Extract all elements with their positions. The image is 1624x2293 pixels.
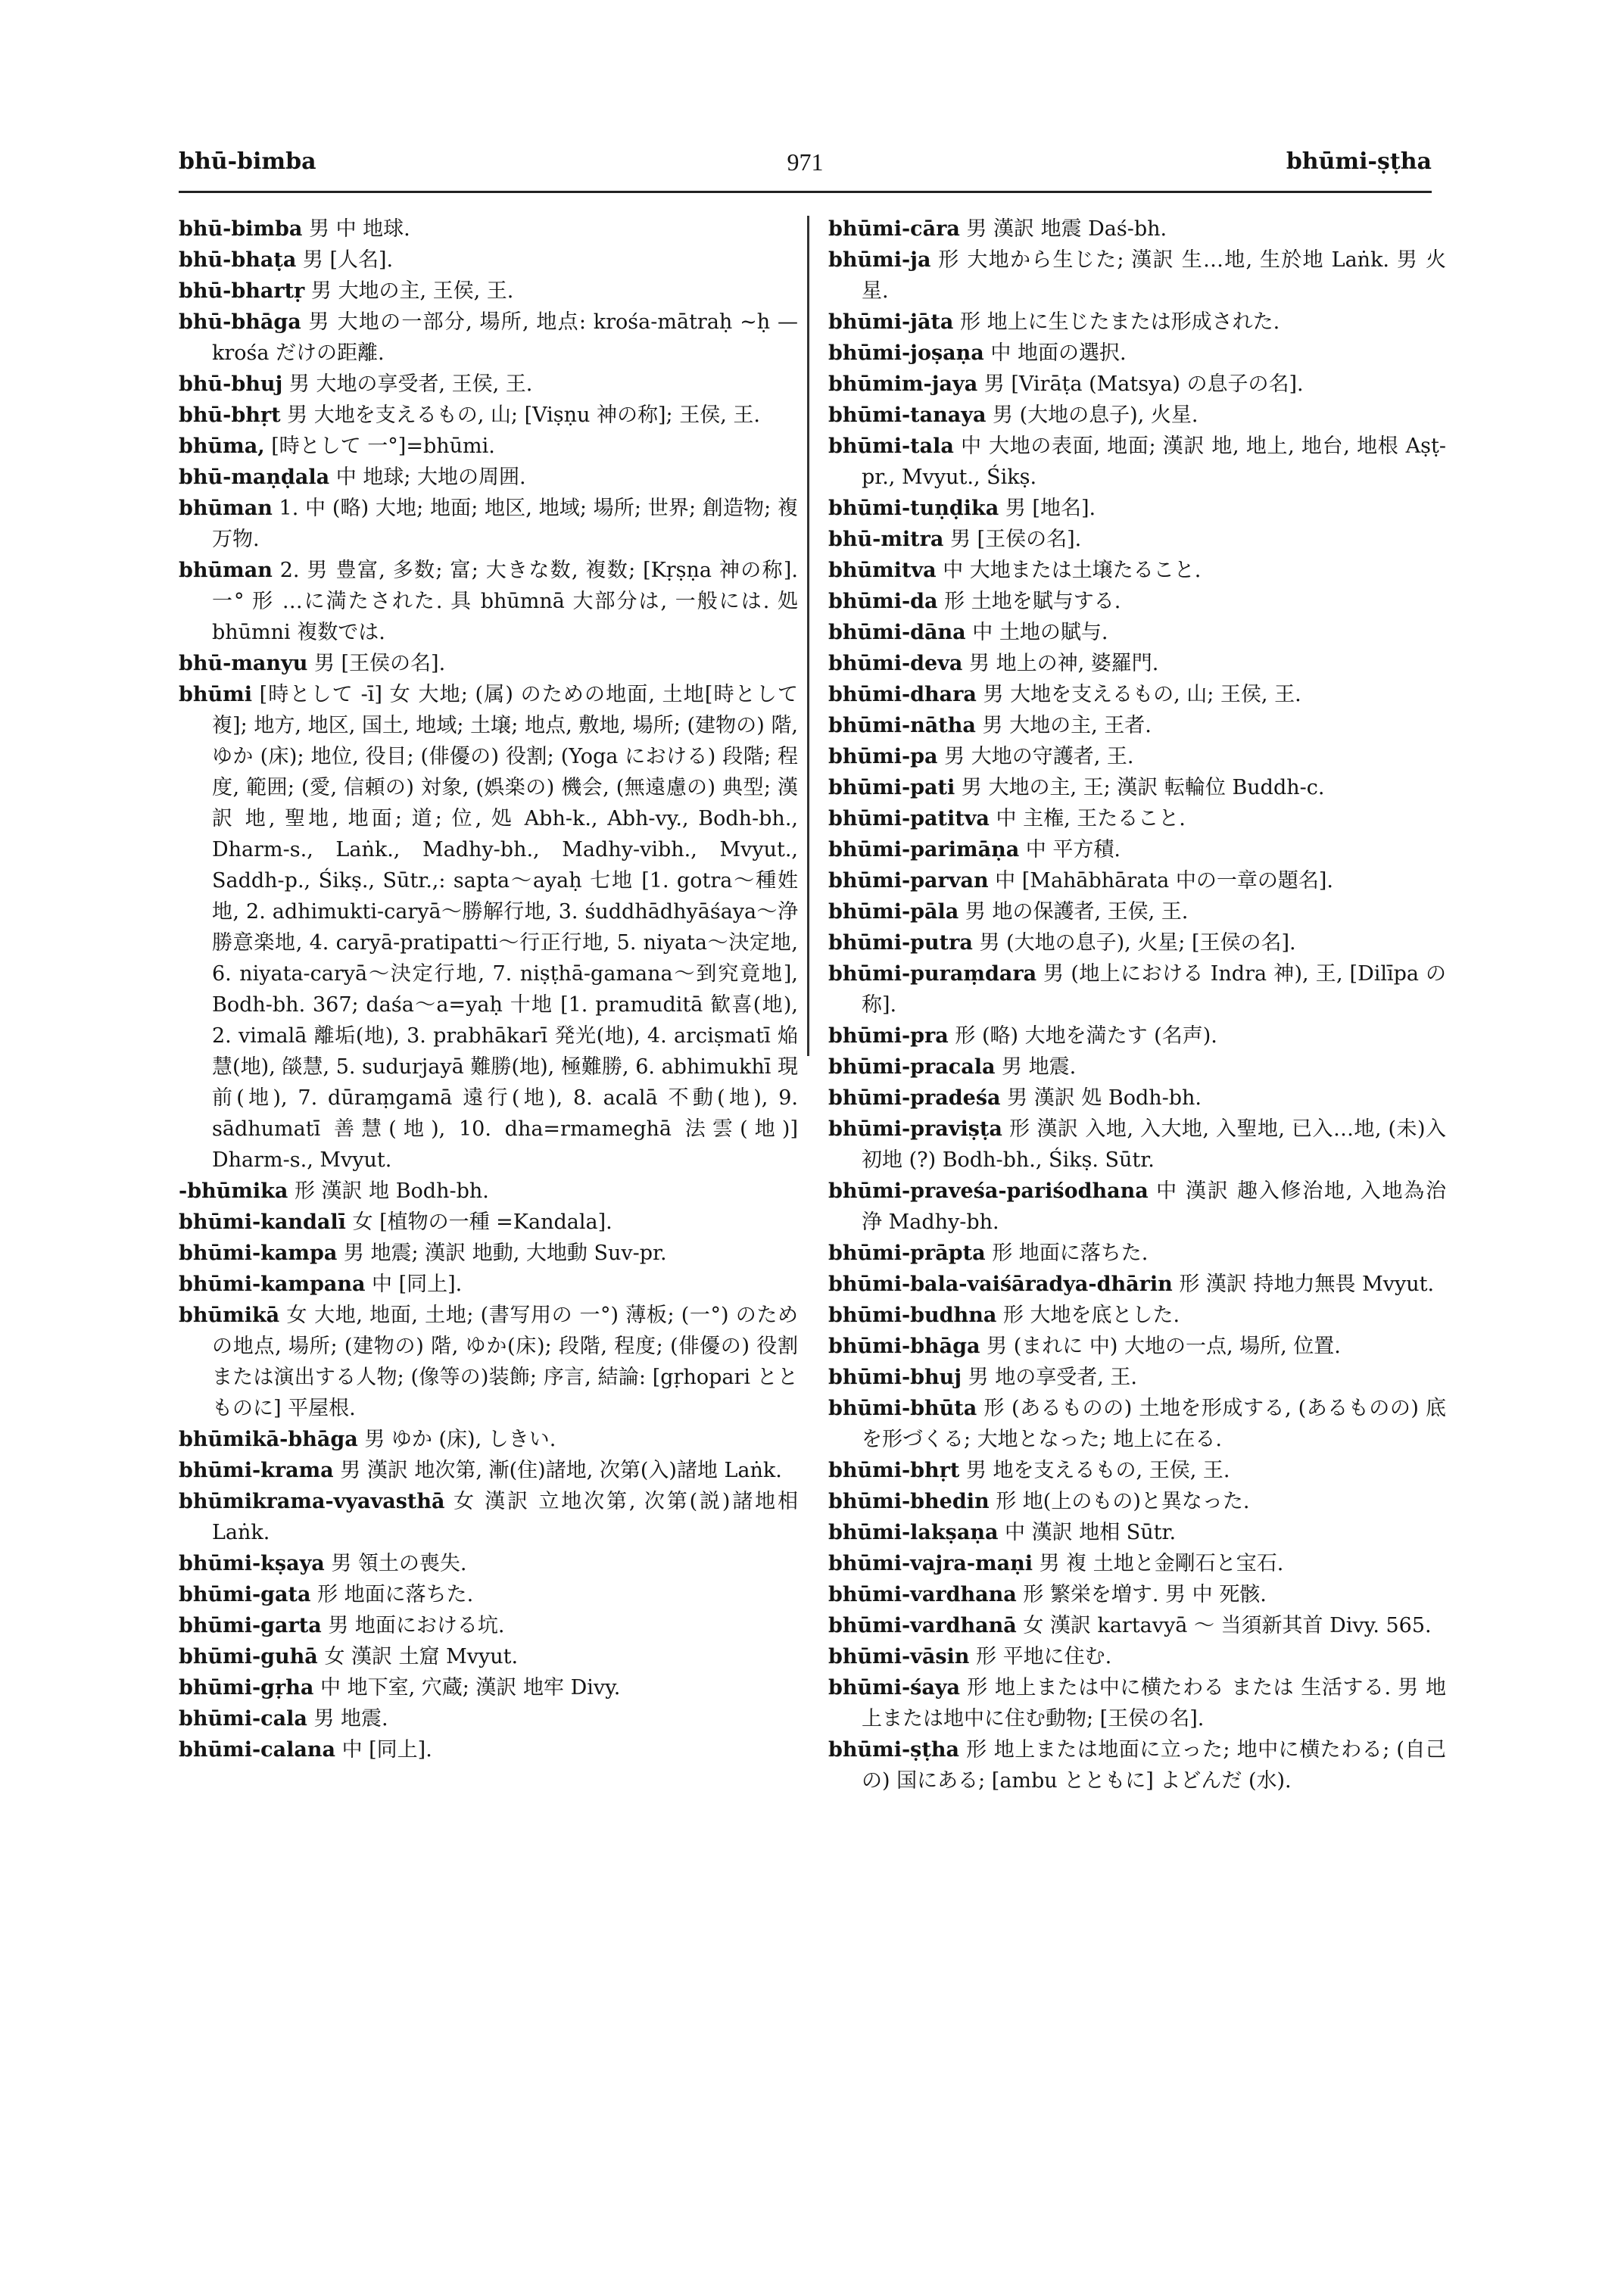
definition: [時として 一°]=bhūmi.	[264, 435, 495, 458]
definition: 男 大地の主, 王侯, 王.	[304, 279, 514, 303]
dictionary-entry	[179, 213, 798, 245]
definition: 形 漢訳 入地, 入大地, 入聖地, 已入…地, (未)入初地 (?) Bodh-bh., Śikṣ. Sūtr.	[862, 1117, 1446, 1172]
definition: 男 大地の主, 王者.	[975, 714, 1152, 737]
definition: 男 大地の主, 王; 漢訳 転輪位 Buddh-c.	[955, 776, 1325, 799]
dictionary-entry	[828, 1176, 1446, 1238]
dictionary-entry	[828, 958, 1446, 1020]
dictionary-entry	[179, 245, 798, 276]
headword: bhūmi-ṣṭha	[828, 1738, 959, 1762]
dictionary-entry	[828, 772, 1446, 803]
headword: bhūmi-vāsin	[828, 1645, 970, 1668]
definition: 男 大地を支えるもの, 山; [Viṣṇu 神の称]; 王侯, 王.	[280, 403, 760, 427]
definition: 形 漢訳 持地力無畏 Mvyut.	[1172, 1273, 1435, 1296]
dictionary-entry	[828, 369, 1446, 400]
definition: 男 (まれに 中) 大地の一点, 場所, 位置.	[980, 1335, 1341, 1358]
headword: bhūmi-vajra-maṇi	[828, 1552, 1033, 1575]
definition: 男 地震; 漢訳 地動, 大地動 Suv-pr.	[337, 1242, 667, 1265]
headword: bhūmi-bhāga	[828, 1335, 980, 1358]
dictionary-entry	[828, 1238, 1446, 1269]
definition: 男 中 地球.	[302, 217, 410, 241]
headword: bhūmi-tuṇḍika	[828, 497, 999, 520]
dictionary-entry	[828, 213, 1446, 245]
definition: 男 領土の喪失.	[324, 1552, 467, 1575]
headword: bhūmi-nātha	[828, 714, 976, 737]
headword: bhūmi-pradeśa	[828, 1086, 1001, 1110]
headword: bhūmi-bhedin	[828, 1490, 990, 1513]
definition: 男 地の保護者, 王侯, 王.	[959, 900, 1189, 924]
dictionary-entry	[828, 245, 1446, 307]
dictionary-entry	[179, 400, 798, 431]
headword: bhū-bhuj	[179, 372, 283, 396]
definition: 男 大地を支えるもの, 山; 王侯, 王.	[976, 683, 1301, 706]
running-head-right: bhūmi-ṣṭha	[1286, 148, 1432, 175]
dictionary-entry	[828, 1269, 1446, 1300]
dictionary-entry	[828, 1672, 1446, 1734]
definition: 形 土地を賦与する.	[937, 590, 1121, 613]
headword: bhūmikrama-vyavasthā	[179, 1490, 445, 1513]
headword: bhū-manyu	[179, 652, 308, 675]
definition: 男 [王侯の名].	[307, 652, 446, 675]
dictionary-entry	[179, 1486, 798, 1548]
definition: 形 地面に落ちた.	[985, 1242, 1149, 1265]
definition: 女 漢訳 立地次第, 次第(説)諸地相 Laṅk.	[212, 1490, 798, 1544]
headword: bhūmi-deva	[828, 652, 963, 675]
headword: bhūmi-vardhanā	[828, 1614, 1017, 1637]
headword: bhū-bimba	[179, 217, 303, 241]
dictionary-entry	[179, 1703, 798, 1734]
dictionary-entry	[828, 524, 1446, 555]
headword: bhū-bhaṭa	[179, 248, 297, 272]
definition: 男 [Virāṭa (Matsya) の息子の名].	[977, 372, 1304, 396]
dictionary-entry	[179, 1672, 798, 1703]
definition: 女 大地, 地面, 土地; (書写用の 一°) 薄板; (一°) のための地点, 場所; (建物の) 階, ゆか(床); 段階, 程度; (俳優の) 役割または演出する人物; (像等の)装飾; 序言, 結論: [gṛhopari ととものに] 平屋根.	[212, 1304, 798, 1420]
dictionary-entry	[828, 710, 1446, 741]
dictionary-entry	[828, 1455, 1446, 1486]
dictionary-entry	[828, 1331, 1446, 1362]
headword: bhūmi-pati	[828, 776, 955, 799]
dictionary-entry	[828, 1083, 1446, 1114]
dictionary-entry	[828, 1020, 1446, 1051]
definition: 形 地上または地面に立った; 地中に横たわる; (自己の) 国にある; [ambu とともに] よどんだ (水).	[862, 1738, 1446, 1793]
definition: 中 主権, 王たること.	[989, 807, 1186, 830]
headword: bhū-bhartṛ	[179, 279, 305, 303]
definition: 男 (大地の息子), 火星; [王侯の名].	[972, 931, 1296, 955]
headword: bhūmi-krama	[179, 1459, 334, 1482]
right-column	[828, 213, 1446, 1796]
dictionary-entry	[828, 493, 1446, 524]
dictionary-entry	[828, 1517, 1446, 1548]
page-header	[179, 145, 1432, 191]
headword: bhūmi-śaya	[828, 1676, 961, 1699]
definition: 男 (地上における Indra 神), 王, [Dilīpa の称].	[862, 962, 1446, 1017]
dictionary-entry	[179, 369, 798, 400]
dictionary-entry	[828, 1051, 1446, 1083]
definition: 男 漢訳 処 Bodh-bh.	[1000, 1086, 1202, 1110]
definition: 形 漢訳 地 Bodh-bh.	[288, 1179, 489, 1203]
definition: 1. 中 (略) 大地; 地面; 地区, 地域; 場所; 世界; 創造物; 複 万物.	[212, 497, 798, 551]
headword: bhūmi-pracala	[828, 1055, 996, 1079]
definition: 中 平方積.	[1019, 838, 1121, 861]
dictionary-entry	[179, 679, 798, 1176]
headword: bhūmi-kampa	[179, 1242, 338, 1265]
dictionary-entry	[828, 1486, 1446, 1517]
dictionary-entry	[828, 307, 1446, 338]
headword: bhūmi-gṛha	[179, 1676, 314, 1699]
running-head-left: bhū-bimba	[179, 148, 316, 175]
headword: bhūmi-calana	[179, 1738, 335, 1762]
definition: 男 ゆか (床), しきい.	[357, 1428, 556, 1451]
headword: bhūmi-bala-vaiśāradya-dhārin	[828, 1273, 1173, 1296]
definition: 男 大地の守護者, 王.	[937, 745, 1134, 768]
headword: bhūmitva	[828, 559, 937, 582]
headword: bhūmi-puraṃdara	[828, 962, 1037, 986]
left-column	[179, 213, 798, 1765]
dictionary-entry	[828, 741, 1446, 772]
dictionary-entry	[179, 1269, 798, 1300]
dictionary-entry	[828, 555, 1446, 586]
dictionary-entry	[828, 1734, 1446, 1796]
dictionary-entry	[828, 679, 1446, 710]
definition: 中 [Mahābhārata 中の一章の題名].	[988, 869, 1333, 893]
dictionary-entry	[179, 1455, 798, 1486]
dictionary-entry	[828, 803, 1446, 834]
headword: bhūmi-joṣaṇa	[828, 341, 984, 365]
definition: 男 複 土地と金剛石と宝石.	[1033, 1552, 1284, 1575]
dictionary-entry	[828, 1362, 1446, 1393]
dictionary-entry	[179, 462, 798, 493]
headword: bhūmi-patitva	[828, 807, 990, 830]
dictionary-entry	[179, 1734, 798, 1765]
dictionary-entry	[179, 648, 798, 679]
headword: bhūmi-bhuj	[828, 1366, 962, 1389]
definition: 形 平地に住む.	[969, 1645, 1112, 1668]
dictionary-entry	[828, 927, 1446, 958]
definition: 形 地(上のもの)と異なった.	[989, 1490, 1250, 1513]
definition: 男 大地の享受者, 王侯, 王.	[282, 372, 533, 396]
definition: 男 地震.	[995, 1055, 1077, 1079]
headword: bhū-bhṛt	[179, 403, 281, 427]
definition: 中 [同上].	[335, 1738, 432, 1762]
definition: 中 土地の賦与.	[965, 621, 1108, 644]
dictionary-entry	[179, 431, 798, 462]
definition: 中 [同上].	[365, 1273, 463, 1296]
dictionary-entry	[179, 493, 798, 555]
dictionary-entry	[828, 617, 1446, 648]
definition: 男 [人名].	[296, 248, 394, 272]
dictionary-entry	[179, 276, 798, 307]
headword: bhūmi-pa	[828, 745, 938, 768]
headword: bhūmi-cala	[179, 1707, 307, 1731]
headword: bhūmi-guhā	[179, 1645, 318, 1668]
definition: 中 漢訳 地相 Sūtr.	[998, 1521, 1177, 1544]
headword: bhūmikā-bhāga	[179, 1428, 358, 1451]
dictionary-entry	[828, 338, 1446, 369]
definition: 形 地上に生じたまたは形成された.	[953, 310, 1280, 334]
headword: bhūmi-vardhana	[828, 1583, 1017, 1606]
definition: 中 大地または土壌たること.	[936, 559, 1202, 582]
headword: bhūmi	[179, 683, 252, 706]
page-number: 971	[787, 148, 824, 176]
definition: 形 (略) 大地を満たす (名声).	[948, 1024, 1217, 1048]
dictionary-entry	[179, 1300, 798, 1424]
definition: 男 地を支えるもの, 王侯, 王.	[959, 1459, 1230, 1482]
definition: 女 漢訳 kartavyā ～ 当須新其首 Divy. 565.	[1016, 1614, 1432, 1637]
dictionary-entry	[179, 1548, 798, 1579]
dictionary-entry	[828, 586, 1446, 617]
headword: bhūmi-praviṣṭa	[828, 1117, 1002, 1141]
dictionary-entry	[828, 431, 1446, 493]
headword: bhūman	[179, 497, 273, 520]
definition: 男 漢訳 地次第, 漸(住)諸地, 次第(入)諸地 Laṅk.	[333, 1459, 782, 1482]
dictionary-entry	[828, 1393, 1446, 1455]
headword: bhūmi-garta	[179, 1614, 322, 1637]
definition: 女 漢訳 土窟 Mvyut.	[317, 1645, 519, 1668]
dictionary-entry	[828, 865, 1446, 896]
headword: bhūmi-pāla	[828, 900, 959, 924]
definition: 形 繁栄を増す. 男 中 死骸.	[1016, 1583, 1267, 1606]
headword: bhūmim-jaya	[828, 372, 978, 396]
headword: bhūmi-kandalī	[179, 1210, 346, 1234]
headword: bhūmi-praveśa-pariśodhana	[828, 1179, 1149, 1203]
headword: bhūmi-kṣaya	[179, 1552, 325, 1575]
dictionary-entry	[828, 1579, 1446, 1610]
dictionary-entry	[179, 555, 798, 648]
dictionary-entry	[828, 1610, 1446, 1641]
headword: bhūmi-dāna	[828, 621, 966, 644]
definition: 形 大地を底とした.	[996, 1304, 1180, 1327]
headword: bhūmi-prāpta	[828, 1242, 986, 1265]
dictionary-entry	[179, 1424, 798, 1455]
headword: bhū-maṇḍala	[179, 466, 330, 489]
headword: bhūmi-bhūta	[828, 1397, 977, 1420]
headword: bhūma,	[179, 435, 265, 458]
definition: 中 地下室, 穴蔵; 漢訳 地牢 Divy.	[313, 1676, 621, 1699]
headword: bhūmi-tala	[828, 435, 954, 458]
dictionary-entry	[828, 1114, 1446, 1176]
definition: 男 大地の一部分, 場所, 地点: krośa-mātraḥ ~ḥ —krośa だけの距離.	[212, 310, 798, 365]
definition: [時として -ī] 女 大地; (属) のための地面, 土地[時として 複]; 地方, 地区, 国土, 地域; 土壌; 地点, 敷地, 場所; (建物の) 階, ゆか (床); 地位, 役目; (俳優の) 役割; (Yoga における) 段階; 程度, 範囲; (愛, 信頼の) 対象, (娯楽の) 機会, (無遠慮の) 典型; 漢訳 地, 聖地, 地面; 道; 位, 処 Abh-k., Abh-vy., Bodh-bh., Dharm-s., Laṅk., Madhy-bh., Madhy-vibh., Mvyut., Saddh-p., Śikṣ., Sūtr.,: sapta～ayaḥ 七地 [1. gotra～種姓地, 2. adhimukti-caryā～勝解行地, 3. śuddhādhyāśaya～浄勝意楽地, 4. caryā-pratipatti～行正行地, 5. niyata～決定地, 6. niyata-caryā～決定行地, 7. niṣṭhā-gamana～到究竟地], Bodh-bh. 367; daśa～a=yaḥ 十地 [1. pramuditā 歓喜(地), 2. vimalā 離垢(地), 3. prabhākarī 発光(地), 4. arciṣmatī 焔慧(地), 燄慧, 5. sudurjayā 難勝(地), 極難勝, 6. abhimukhī 現前(地), 7. dūraṃgamā 遠行(地), 8. acalā 不動(地), 9. sādhumatī 善慧(地), 10. dha=rmameghā 法雲(地)] Dharm-s., Mvyut.	[212, 683, 798, 1172]
headword: bhūmi-jāta	[828, 310, 954, 334]
headword: bhūmi-ja	[828, 248, 931, 272]
definition: 中 地面の選択.	[983, 341, 1127, 365]
definition: 中 地球; 大地の周囲.	[329, 466, 526, 489]
definition: 形 (あるものの) 土地を形成する, (あるものの) 底を形づくる; 大地となった; 地上に在る.	[862, 1397, 1446, 1451]
definition: 中 漢訳 趣入修治地, 入地為治浄 Madhy-bh.	[862, 1179, 1446, 1234]
dictionary-entry	[179, 1238, 798, 1269]
definition: 男 地面における坑.	[321, 1614, 505, 1637]
headword: bhūmi-pra	[828, 1024, 949, 1048]
dictionary-entry	[828, 648, 1446, 679]
definition: 中 大地の表面, 地面; 漢訳 地, 地上, 地台, 地根 Aṣṭ-pr., Mvyut., Śikṣ.	[862, 435, 1446, 489]
definition: 男 [王侯の名].	[943, 528, 1082, 551]
headword: bhūmikā	[179, 1304, 280, 1327]
column-divider	[807, 216, 809, 1056]
dictionary-entry	[179, 307, 798, 369]
definition: 男 地の享受者, 王.	[962, 1366, 1138, 1389]
dictionary-entry	[179, 1641, 798, 1672]
headword: bhūmi-parimāṇa	[828, 838, 1020, 861]
dictionary-entry	[828, 1300, 1446, 1331]
dictionary-entry	[828, 400, 1446, 431]
headword: bhūmi-budhna	[828, 1304, 997, 1327]
headword: bhū-bhāga	[179, 310, 301, 334]
definition: 男 [地名].	[999, 497, 1096, 520]
definition: 形 地面に落ちた.	[310, 1583, 474, 1606]
headword: bhūmi-bhṛt	[828, 1459, 960, 1482]
dictionary-entry	[828, 1548, 1446, 1579]
definition: 男 漢訳 地震 Daś-bh.	[959, 217, 1167, 241]
headword: bhū-mitra	[828, 528, 944, 551]
headword: bhūmi-cāra	[828, 217, 960, 241]
headword: bhūmi-putra	[828, 931, 973, 955]
definition: 男 地上の神, 婆羅門.	[962, 652, 1159, 675]
definition: 2. 男 豊富, 多数; 富; 大きな数, 複数; [Kṛṣṇa 神の称]. 一° 形 …に満たされた. 具 bhūmnā 大部分は, 一般には. 処 bhūmni 複数では.	[212, 559, 798, 644]
dictionary-entry	[179, 1207, 798, 1238]
headword: bhūman	[179, 559, 273, 582]
dictionary-entry	[179, 1610, 798, 1641]
headword: bhūmi-da	[828, 590, 938, 613]
definition: 男 地震.	[307, 1707, 388, 1731]
definition: 形 地上または中に横たわる または 生活する. 男 地上または地中に住む動物; [王侯の名].	[862, 1676, 1446, 1731]
headword: bhūmi-lakṣaṇa	[828, 1521, 999, 1544]
dictionary-entry	[179, 1176, 798, 1207]
dictionary-entry	[828, 1641, 1446, 1672]
definition: 男 (大地の息子), 火星.	[986, 403, 1199, 427]
dictionary-entry	[179, 1579, 798, 1610]
definition: 女 [植物の一種 =Kandala].	[345, 1210, 613, 1234]
dictionary-entry	[828, 834, 1446, 865]
headword: bhūmi-dhara	[828, 683, 977, 706]
headword: bhūmi-gata	[179, 1583, 311, 1606]
definition: 形 大地から生じた; 漢訳 生…地, 生於地 Laṅk. 男 火星.	[862, 248, 1446, 303]
headword: bhūmi-tanaya	[828, 403, 987, 427]
header-rule	[179, 191, 1432, 193]
headword: -bhūmika	[179, 1179, 288, 1203]
dictionary-entry	[828, 896, 1446, 927]
headword: bhūmi-kampana	[179, 1273, 366, 1296]
headword: bhūmi-parvan	[828, 869, 989, 893]
